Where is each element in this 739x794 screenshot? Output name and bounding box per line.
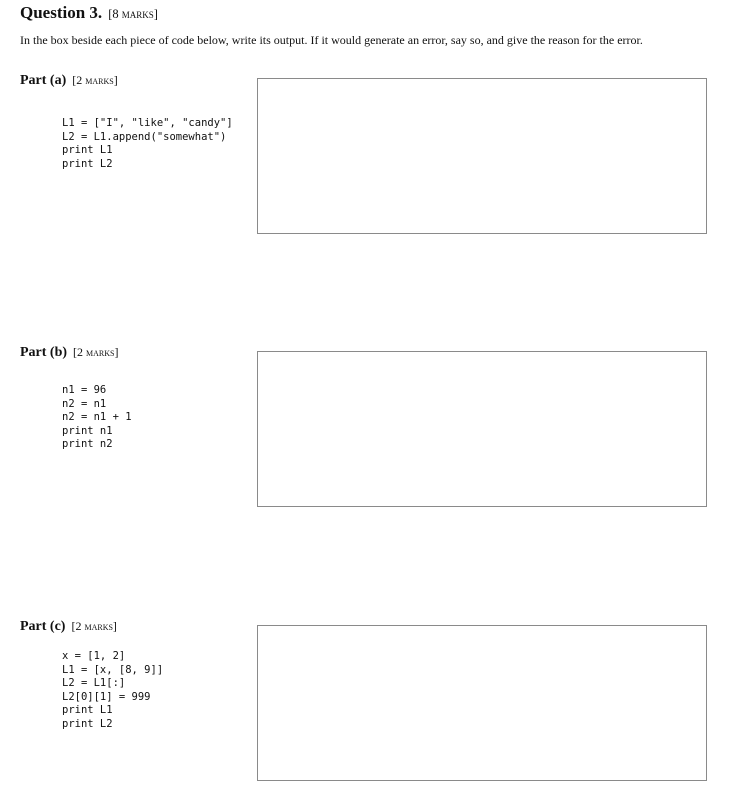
part-b-heading [20,345,119,361]
part-a-title: Part (a) [20,73,67,88]
part-c-answer-box[interactable] [257,625,707,781]
part-c-marks: [2 marks] [71,619,117,633]
part-c-code: x = [1, 2] L1 = [x, [8, 9]] L2 = L1[:] L2[0][1] = 999 print L1 print L2 [62,650,164,730]
part-a-heading [20,73,118,89]
part-b-answer-box[interactable] [257,351,707,507]
part-c-heading [20,619,117,635]
question-heading [20,3,158,23]
part-a-answer-box[interactable] [257,78,707,234]
part-a-marks: [2 marks] [72,73,118,87]
question-instructions: In the box beside each piece of code below, write its output. If it would generate an error, say so, and give the reason for the error. [20,33,643,47]
part-b-code: n1 = 96 n2 = n1 n2 = n1 + 1 print n1 print n2 [62,384,132,450]
part-c-title: Part (c) [20,619,66,634]
part-b-title: Part (b) [20,345,68,360]
question-title: Question 3. [20,3,103,22]
part-b-marks: [2 marks] [73,345,119,359]
part-a-code: L1 = ["I", "like", "candy"] L2 = L1.append("somewhat") print L1 print L2 [62,117,233,170]
question-marks: [8 marks] [108,7,158,21]
